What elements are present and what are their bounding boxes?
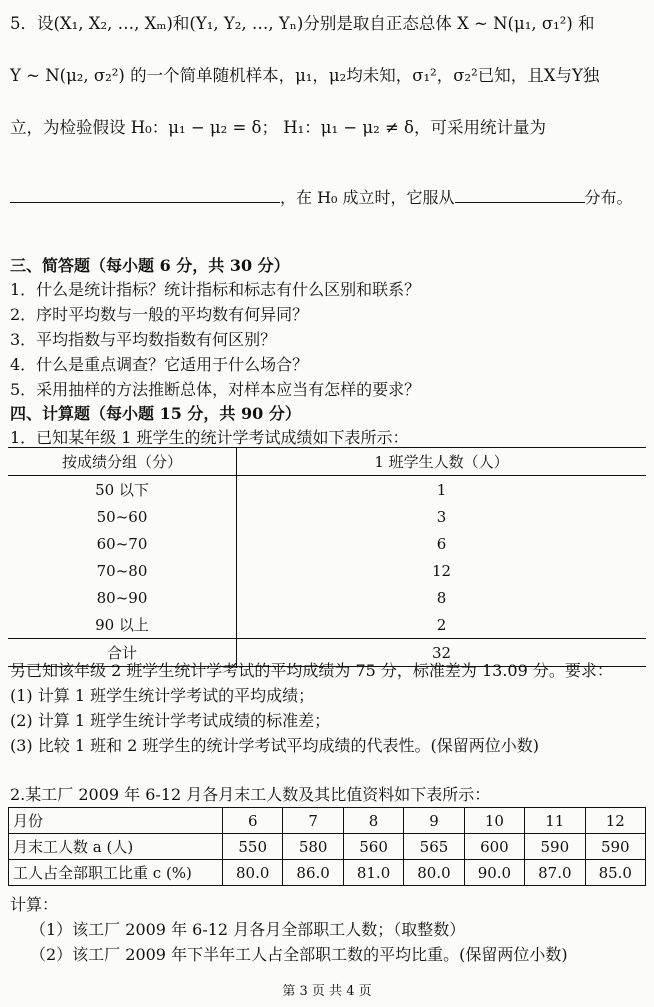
table-cell: 81.0 — [343, 860, 403, 886]
q5-line3: 立，为检验假设 H₀：μ₁ − μ₂ = δ； H₁：μ₁ − μ₂ ≠ δ，可采用统计量为 — [10, 118, 546, 137]
table-cell: 560 — [343, 834, 403, 860]
q1-after: 另已知该年级 2 班学生统计学考试的平均成绩为 75 分，标准差为 13.09 分。要求： — [10, 661, 613, 680]
table-cell: 90 以上 — [8, 611, 237, 639]
table-cell: 80~90 — [8, 584, 237, 611]
table-row — [8, 503, 646, 530]
table-cell: 90.0 — [464, 860, 524, 886]
q1-task: (3) 比较 1 班和 2 班学生的统计学考试平均成绩的代表性。(保留两位小数) — [10, 736, 539, 755]
table-cell: 50 以下 — [8, 476, 237, 504]
table-cell: 50~60 — [8, 503, 237, 530]
table-row — [9, 834, 646, 860]
table-cell: 6 — [223, 808, 283, 834]
section3-item: 2．序时平均数与一般的平均数有何异同？ — [10, 305, 309, 324]
table-cell: 合计 — [8, 639, 237, 667]
answer-blank-statistic[interactable] — [10, 201, 280, 203]
q2-intro: 2.某工厂 2009 年 6-12 月各月末工人数及其比值资料如下表所示： — [10, 785, 491, 804]
table-cell: 80.0 — [404, 860, 464, 886]
table-row — [8, 611, 646, 639]
q5-line4-mid: ，在 H₀ 成立时，它服从 — [280, 188, 455, 207]
table-cell: 8 — [436, 588, 447, 607]
table-cell: 550 — [223, 834, 283, 860]
table-row — [9, 808, 646, 834]
q5-line4 — [10, 185, 633, 208]
table-cell: 580 — [283, 834, 343, 860]
table-cell: 6 — [436, 534, 447, 553]
table-cell: 12 — [431, 561, 452, 580]
q5-line4-end: 分布。 — [584, 188, 633, 207]
table-cell: 3 — [436, 507, 447, 526]
table-row — [8, 476, 646, 504]
table-header: 1 班学生人数（人） — [237, 448, 647, 476]
table-cell: 600 — [464, 834, 524, 860]
section3-item: 1．什么是统计指标？统计指标和标志有什么区别和联系？ — [10, 280, 421, 299]
table-cell: 565 — [404, 834, 464, 860]
q1-intro: 1．已知某年级 1 班学生的统计学考试成绩如下表所示： — [10, 428, 409, 447]
section4-heading: 四、计算题（每小题 15 分，共 90 分） — [10, 404, 301, 423]
table-cell: 9 — [404, 808, 464, 834]
table-cell: 590 — [525, 834, 585, 860]
table-cell: 86.0 — [283, 860, 343, 886]
table-cell: 8 — [343, 808, 403, 834]
section3-heading: 三、简答题（每小题 6 分，共 30 分） — [10, 256, 290, 275]
table-cell: 7 — [283, 808, 343, 834]
table-cell: 1 — [436, 480, 447, 499]
page-number: 第 3 页 共 4 页 — [282, 984, 372, 999]
table-row — [9, 860, 646, 886]
table-cell: 70~80 — [8, 557, 237, 584]
q1-task: (1) 计算 1 班学生统计学考试的平均成绩； — [10, 686, 315, 705]
table-cell: 10 — [464, 808, 524, 834]
table-cell: 32 — [237, 639, 647, 667]
table-row — [8, 584, 646, 611]
q2-task: （2）该工厂 2009 年下半年工人占全部职工数的平均比重。(保留两位小数) — [30, 945, 568, 964]
section3-item: 5．采用抽样的方法推断总体，对样本应当有怎样的要求？ — [10, 380, 421, 399]
table-cell: 85.0 — [585, 860, 645, 886]
section3-item: 4．什么是重点调查？它适用于什么场合？ — [10, 355, 309, 374]
table-header: 按成绩分组（分） — [8, 448, 237, 476]
score-table — [8, 447, 646, 667]
q5-line2: Y ~ N(μ₂, σ₂²) 的一个简单随机样本，μ₁，μ₂均未知，σ₁²，σ₂²已知，且X与Y独 — [10, 66, 600, 85]
row-label: 月份 — [9, 808, 223, 834]
q5-line1: 5．设(X₁, X₂, …, Xₘ)和(Y₁, Y₂, …, Yₙ)分别是取自正态总体 X ~ N(μ₁, σ₁²) 和 — [10, 14, 595, 33]
table-cell: 12 — [585, 808, 645, 834]
q2-calc-label: 计算： — [10, 895, 59, 914]
row-label: 月末工人数 a (人) — [9, 834, 223, 860]
section3-item: 3．平均指数与平均数指数有何区别？ — [10, 330, 277, 349]
worker-table — [8, 807, 646, 886]
table-cell: 60~70 — [8, 530, 237, 557]
table-header-row — [8, 448, 646, 476]
q2-task: （1）该工厂 2009 年 6-12 月各月全部职工人数；（取整数） — [30, 920, 466, 939]
table-cell: 2 — [436, 615, 447, 634]
table-row — [8, 557, 646, 584]
answer-blank-distribution[interactable] — [455, 201, 585, 203]
table-cell: 87.0 — [525, 860, 585, 886]
table-cell: 590 — [585, 834, 645, 860]
table-row — [8, 530, 646, 557]
table-cell: 80.0 — [223, 860, 283, 886]
row-label: 工人占全部职工比重 c (%) — [9, 860, 223, 886]
q1-task: (2) 计算 1 班学生统计学考试成绩的标准差； — [10, 711, 331, 730]
table-cell: 11 — [525, 808, 585, 834]
